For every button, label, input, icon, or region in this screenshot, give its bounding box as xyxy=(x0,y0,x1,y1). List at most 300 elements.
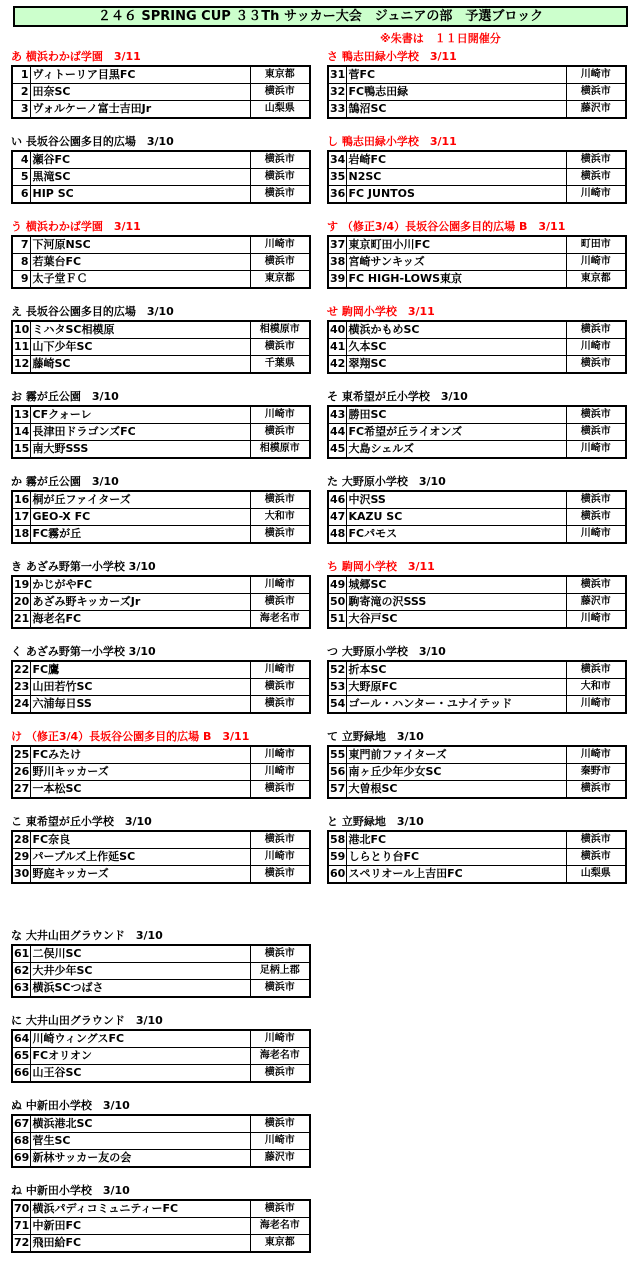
team-number: 2 xyxy=(12,84,30,101)
team-name: CFクォーレ xyxy=(30,406,250,424)
team-number: 6 xyxy=(12,186,30,204)
block-header xyxy=(11,218,311,235)
table-row xyxy=(12,66,310,84)
team-number: 67 xyxy=(12,1115,30,1133)
block-header xyxy=(327,728,627,745)
team-number: 53 xyxy=(328,679,346,696)
team-city: 川崎市 xyxy=(566,66,626,84)
team-name: しらとり台FC xyxy=(346,849,566,866)
table-row xyxy=(328,424,626,441)
team-name: 東京町田小川FC xyxy=(346,236,566,254)
team-city: 川崎市 xyxy=(250,849,310,866)
team-table xyxy=(11,235,311,289)
team-city: 横浜市 xyxy=(250,1115,310,1133)
block-ね xyxy=(11,1182,311,1253)
table-row xyxy=(12,831,310,849)
team-number: 60 xyxy=(328,866,346,884)
table-row xyxy=(12,339,310,356)
team-name: 中新田FC xyxy=(30,1218,250,1235)
team-table xyxy=(11,575,311,629)
team-number: 42 xyxy=(328,356,346,374)
team-number: 70 xyxy=(12,1200,30,1218)
table-row xyxy=(12,406,310,424)
block-け xyxy=(11,728,311,799)
team-name: 鵠沼SC xyxy=(346,101,566,119)
team-number: 20 xyxy=(12,594,30,611)
block-header xyxy=(11,1012,311,1029)
team-number: 65 xyxy=(12,1048,30,1065)
table-row xyxy=(328,101,626,119)
team-name: 藤崎SC xyxy=(30,356,250,374)
team-city: 川崎市 xyxy=(566,254,626,271)
block-venue: 駒岡小学校 3/11 xyxy=(341,560,435,573)
block-く xyxy=(11,643,311,714)
team-number: 32 xyxy=(328,84,346,101)
block-header xyxy=(11,1182,311,1199)
table-row xyxy=(328,356,626,374)
block-お xyxy=(11,388,311,459)
block-ぬ xyxy=(11,1097,311,1168)
block-label: お xyxy=(11,390,22,403)
team-number: 31 xyxy=(328,66,346,84)
team-name: N2SC xyxy=(346,169,566,186)
team-number: 3 xyxy=(12,101,30,119)
team-number: 7 xyxy=(12,236,30,254)
block-venue: 長坂谷公園多目的広場 3/10 xyxy=(25,135,174,148)
team-name: 折本SC xyxy=(346,661,566,679)
team-name: 横浜パディコミュニティーFC xyxy=(30,1200,250,1218)
team-number: 33 xyxy=(328,101,346,119)
team-name: 岩崎FC xyxy=(346,151,566,169)
table-row xyxy=(328,831,626,849)
block-venue: 中新田小学校 3/10 xyxy=(25,1184,130,1197)
team-city: 横浜市 xyxy=(566,661,626,679)
team-table xyxy=(327,830,627,884)
table-row xyxy=(328,679,626,696)
table-row xyxy=(328,611,626,629)
team-name: 菅生SC xyxy=(30,1133,250,1150)
table-row xyxy=(12,186,310,204)
page-title: ２４６ SPRING CUP ３３Th サッカー大会 ジュニアの部 予選ブロック xyxy=(13,6,628,27)
block-header xyxy=(11,473,311,490)
team-number: 52 xyxy=(328,661,346,679)
team-number: 40 xyxy=(328,321,346,339)
team-number: 61 xyxy=(12,945,30,963)
block-な xyxy=(11,927,311,998)
block-label: せ xyxy=(327,305,338,318)
team-city: 川崎市 xyxy=(566,526,626,544)
table-row xyxy=(328,236,626,254)
table-row xyxy=(12,254,310,271)
team-number: 11 xyxy=(12,339,30,356)
block-label: な xyxy=(11,929,22,942)
team-number: 64 xyxy=(12,1030,30,1048)
team-city: 横浜市 xyxy=(566,781,626,799)
table-row xyxy=(12,1115,310,1133)
team-city: 川崎市 xyxy=(250,764,310,781)
team-city: 横浜市 xyxy=(566,491,626,509)
table-row xyxy=(328,866,626,884)
team-city: 東京都 xyxy=(566,271,626,289)
team-table xyxy=(327,660,627,714)
team-number: 1 xyxy=(12,66,30,84)
team-number: 49 xyxy=(328,576,346,594)
team-city: 横浜市 xyxy=(566,509,626,526)
table-row xyxy=(12,661,310,679)
block-す xyxy=(327,218,627,289)
block-う xyxy=(11,218,311,289)
team-number: 46 xyxy=(328,491,346,509)
team-name: FC JUNTOS xyxy=(346,186,566,204)
team-city: 足柄上郡 xyxy=(250,963,310,980)
team-name: 菅FC xyxy=(346,66,566,84)
team-name: ヴォルケーノ富士吉田Jr xyxy=(30,101,250,119)
team-table xyxy=(11,320,311,374)
block-header xyxy=(11,48,311,65)
block-header xyxy=(327,133,627,150)
table-row xyxy=(12,1048,310,1065)
block-venue: 大野原小学校 3/10 xyxy=(341,645,446,658)
team-name: 山下少年SC xyxy=(30,339,250,356)
team-name: 駒寄滝の沢SSS xyxy=(346,594,566,611)
table-row xyxy=(12,611,310,629)
team-city: 大和市 xyxy=(566,679,626,696)
table-row xyxy=(12,236,310,254)
table-row xyxy=(328,746,626,764)
team-number: 19 xyxy=(12,576,30,594)
table-row xyxy=(328,406,626,424)
block-あ xyxy=(11,48,311,119)
team-number: 17 xyxy=(12,509,30,526)
block-ち xyxy=(327,558,627,629)
team-city: 横浜市 xyxy=(250,169,310,186)
team-city: 相模原市 xyxy=(250,441,310,459)
team-city: 藤沢市 xyxy=(566,101,626,119)
team-city: 東京都 xyxy=(250,66,310,84)
team-number: 45 xyxy=(328,441,346,459)
team-name: FC鷹 xyxy=(30,661,250,679)
team-number: 23 xyxy=(12,679,30,696)
team-number: 21 xyxy=(12,611,30,629)
table-row xyxy=(12,696,310,714)
team-name: 城郷SC xyxy=(346,576,566,594)
team-city: 横浜市 xyxy=(566,424,626,441)
team-name: 勝田SC xyxy=(346,406,566,424)
team-city: 横浜市 xyxy=(566,321,626,339)
block-venue: 鴨志田緑小学校 3/11 xyxy=(341,135,457,148)
team-table xyxy=(327,745,627,799)
table-row xyxy=(12,356,310,374)
table-row xyxy=(328,661,626,679)
team-city: 川崎市 xyxy=(250,1133,310,1150)
block-label: う xyxy=(11,220,22,233)
table-row xyxy=(12,576,310,594)
team-name: FC鴨志田緑 xyxy=(346,84,566,101)
block-と xyxy=(327,813,627,884)
team-number: 22 xyxy=(12,661,30,679)
block-venue: （修正3/4）長坂谷公園多目的広場 B 3/11 xyxy=(341,220,566,233)
team-name: 一本松SC xyxy=(30,781,250,799)
team-city: 大和市 xyxy=(250,509,310,526)
team-name: かじがやFC xyxy=(30,576,250,594)
team-city: 横浜市 xyxy=(250,186,310,204)
team-number: 28 xyxy=(12,831,30,849)
team-number: 5 xyxy=(12,169,30,186)
block-label: え xyxy=(11,305,22,318)
team-table xyxy=(327,575,627,629)
block-venue: あざみ野第一小学校 3/10 xyxy=(25,645,156,658)
team-table xyxy=(327,65,627,119)
block-venue: （修正3/4）長坂谷公園多目的広場 B 3/11 xyxy=(25,730,250,743)
team-number: 37 xyxy=(328,236,346,254)
team-name: 野川キッカーズ xyxy=(30,764,250,781)
team-name: FCオリオン xyxy=(30,1048,250,1065)
block-header xyxy=(11,1097,311,1114)
team-city: 川崎市 xyxy=(250,746,310,764)
team-number: 16 xyxy=(12,491,30,509)
team-city: 横浜市 xyxy=(566,151,626,169)
block-label: あ xyxy=(11,50,22,63)
team-city: 川崎市 xyxy=(566,339,626,356)
team-table xyxy=(11,1199,311,1253)
team-number: 72 xyxy=(12,1235,30,1253)
block-label: い xyxy=(11,135,22,148)
team-name: 大野原FC xyxy=(346,679,566,696)
table-row xyxy=(12,491,310,509)
team-name: スペリオール上吉田FC xyxy=(346,866,566,884)
team-number: 18 xyxy=(12,526,30,544)
team-name: 港北FC xyxy=(346,831,566,849)
team-city: 横浜市 xyxy=(250,424,310,441)
block-header xyxy=(11,558,311,575)
team-table xyxy=(327,320,627,374)
team-number: 30 xyxy=(12,866,30,884)
team-number: 12 xyxy=(12,356,30,374)
block-venue: 長坂谷公園多目的広場 3/10 xyxy=(25,305,174,318)
team-city: 横浜市 xyxy=(250,781,310,799)
team-city: 山梨県 xyxy=(566,866,626,884)
team-number: 59 xyxy=(328,849,346,866)
team-city: 横浜市 xyxy=(250,491,310,509)
team-number: 34 xyxy=(328,151,346,169)
table-row xyxy=(12,1065,310,1083)
team-table xyxy=(11,944,311,998)
team-city: 横浜市 xyxy=(250,831,310,849)
team-name: 東門前ファイターズ xyxy=(346,746,566,764)
team-table xyxy=(11,660,311,714)
table-row xyxy=(328,339,626,356)
team-table xyxy=(327,235,627,289)
table-row xyxy=(12,963,310,980)
team-table xyxy=(11,745,311,799)
table-row xyxy=(328,781,626,799)
block-venue: 霧が丘公園 3/10 xyxy=(25,475,119,488)
team-number: 35 xyxy=(328,169,346,186)
team-number: 24 xyxy=(12,696,30,714)
team-number: 38 xyxy=(328,254,346,271)
team-city: 海老名市 xyxy=(250,1218,310,1235)
block-venue: あざみ野第一小学校 3/10 xyxy=(25,560,156,573)
block-header xyxy=(327,643,627,660)
team-number: 66 xyxy=(12,1065,30,1083)
team-name: 南ヶ丘少年少女SC xyxy=(346,764,566,781)
table-row xyxy=(12,945,310,963)
team-number: 10 xyxy=(12,321,30,339)
team-number: 47 xyxy=(328,509,346,526)
block-き xyxy=(11,558,311,629)
team-name: ヴィトーリア目黒FC xyxy=(30,66,250,84)
team-name: 野庭キッカーズ xyxy=(30,866,250,884)
table-row xyxy=(328,151,626,169)
team-city: 横浜市 xyxy=(250,526,310,544)
team-name: KAZU SC xyxy=(346,509,566,526)
team-name: 大曽根SC xyxy=(346,781,566,799)
team-city: 秦野市 xyxy=(566,764,626,781)
team-name: 田奈SC xyxy=(30,84,250,101)
team-number: 54 xyxy=(328,696,346,714)
team-city: 横浜市 xyxy=(250,696,310,714)
team-number: 69 xyxy=(12,1150,30,1168)
table-row xyxy=(328,696,626,714)
team-table xyxy=(11,830,311,884)
block-header xyxy=(327,558,627,575)
block-label: ち xyxy=(327,560,338,573)
block-venue: 鴨志田緑小学校 3/11 xyxy=(341,50,457,63)
block-header xyxy=(11,388,311,405)
block-label: き xyxy=(11,560,22,573)
block-label: ぬ xyxy=(11,1099,22,1112)
team-city: 川崎市 xyxy=(566,441,626,459)
team-name: 山王谷SC xyxy=(30,1065,250,1083)
team-name: 横浜SCつばさ xyxy=(30,980,250,998)
block-え xyxy=(11,303,311,374)
block-て xyxy=(327,728,627,799)
team-city: 横浜市 xyxy=(250,594,310,611)
block-こ xyxy=(11,813,311,884)
team-table xyxy=(11,1029,311,1083)
block-label: す xyxy=(327,220,338,233)
team-table xyxy=(11,405,311,459)
block-に xyxy=(11,1012,311,1083)
team-name: FC霧が丘 xyxy=(30,526,250,544)
team-number: 51 xyxy=(328,611,346,629)
team-name: パープルズ上作延SC xyxy=(30,849,250,866)
team-number: 4 xyxy=(12,151,30,169)
table-row xyxy=(12,151,310,169)
table-row xyxy=(12,271,310,289)
team-city: 横浜市 xyxy=(566,831,626,849)
table-row xyxy=(12,321,310,339)
block-venue: 霧が丘公園 3/10 xyxy=(25,390,119,403)
team-number: 14 xyxy=(12,424,30,441)
team-table xyxy=(327,150,627,204)
team-table xyxy=(11,150,311,204)
team-name: 宮崎サンキッズ xyxy=(346,254,566,271)
block-header xyxy=(327,48,627,65)
team-number: 63 xyxy=(12,980,30,998)
team-number: 9 xyxy=(12,271,30,289)
team-city: 横浜市 xyxy=(566,84,626,101)
team-city: 相模原市 xyxy=(250,321,310,339)
team-name: 六浦毎日SS xyxy=(30,696,250,714)
team-name: 太子堂ＦＣ xyxy=(30,271,250,289)
team-name: 南大野SSS xyxy=(30,441,250,459)
block-た xyxy=(327,473,627,544)
block-header xyxy=(11,927,311,944)
table-row xyxy=(328,84,626,101)
block-venue: 横浜わかば学園 3/11 xyxy=(25,220,141,233)
team-number: 36 xyxy=(328,186,346,204)
table-row xyxy=(328,66,626,84)
team-name: HIP SC xyxy=(30,186,250,204)
team-city: 海老名市 xyxy=(250,611,310,629)
team-city: 横浜市 xyxy=(566,576,626,594)
block-venue: 大野原小学校 3/10 xyxy=(341,475,446,488)
block-header xyxy=(327,303,627,320)
team-city: 川崎市 xyxy=(566,611,626,629)
table-row xyxy=(12,526,310,544)
table-row xyxy=(328,764,626,781)
team-name: FC希望が丘ライオンズ xyxy=(346,424,566,441)
block-header xyxy=(11,133,311,150)
table-row xyxy=(12,1235,310,1253)
table-row xyxy=(12,746,310,764)
block-label: く xyxy=(11,645,22,658)
block-さ xyxy=(327,48,627,119)
team-number: 55 xyxy=(328,746,346,764)
table-row xyxy=(328,441,626,459)
team-name: 山田若竹SC xyxy=(30,679,250,696)
team-city: 横浜市 xyxy=(250,254,310,271)
block-header xyxy=(327,218,627,235)
table-row xyxy=(328,491,626,509)
table-row xyxy=(328,576,626,594)
team-city: 横浜市 xyxy=(250,1065,310,1083)
table-row xyxy=(12,1133,310,1150)
table-row xyxy=(12,101,310,119)
table-row xyxy=(328,169,626,186)
team-city: 川崎市 xyxy=(250,661,310,679)
team-name: 新林サッカー友の会 xyxy=(30,1150,250,1168)
team-number: 15 xyxy=(12,441,30,459)
block-か xyxy=(11,473,311,544)
team-number: 39 xyxy=(328,271,346,289)
table-row xyxy=(328,321,626,339)
team-number: 50 xyxy=(328,594,346,611)
block-label: つ xyxy=(327,645,338,658)
block-header xyxy=(11,728,311,745)
block-label: し xyxy=(327,135,338,148)
block-label: に xyxy=(11,1014,22,1027)
team-city: 千葉県 xyxy=(250,356,310,374)
team-name: 桐が丘ファイターズ xyxy=(30,491,250,509)
team-city: 川崎市 xyxy=(566,696,626,714)
table-row xyxy=(12,169,310,186)
team-table xyxy=(327,405,627,459)
table-row xyxy=(12,594,310,611)
block-venue: 東希望が丘小学校 3/10 xyxy=(341,390,468,403)
team-city: 横浜市 xyxy=(250,945,310,963)
table-row xyxy=(12,1030,310,1048)
team-city: 東京都 xyxy=(250,271,310,289)
team-number: 57 xyxy=(328,781,346,799)
team-number: 26 xyxy=(12,764,30,781)
team-name: 大島シェルズ xyxy=(346,441,566,459)
block-label: て xyxy=(327,730,338,743)
team-name: 飛田給FC xyxy=(30,1235,250,1253)
team-city: 横浜市 xyxy=(566,849,626,866)
team-name: ゴール・ハンター・ユナイテッド xyxy=(346,696,566,714)
